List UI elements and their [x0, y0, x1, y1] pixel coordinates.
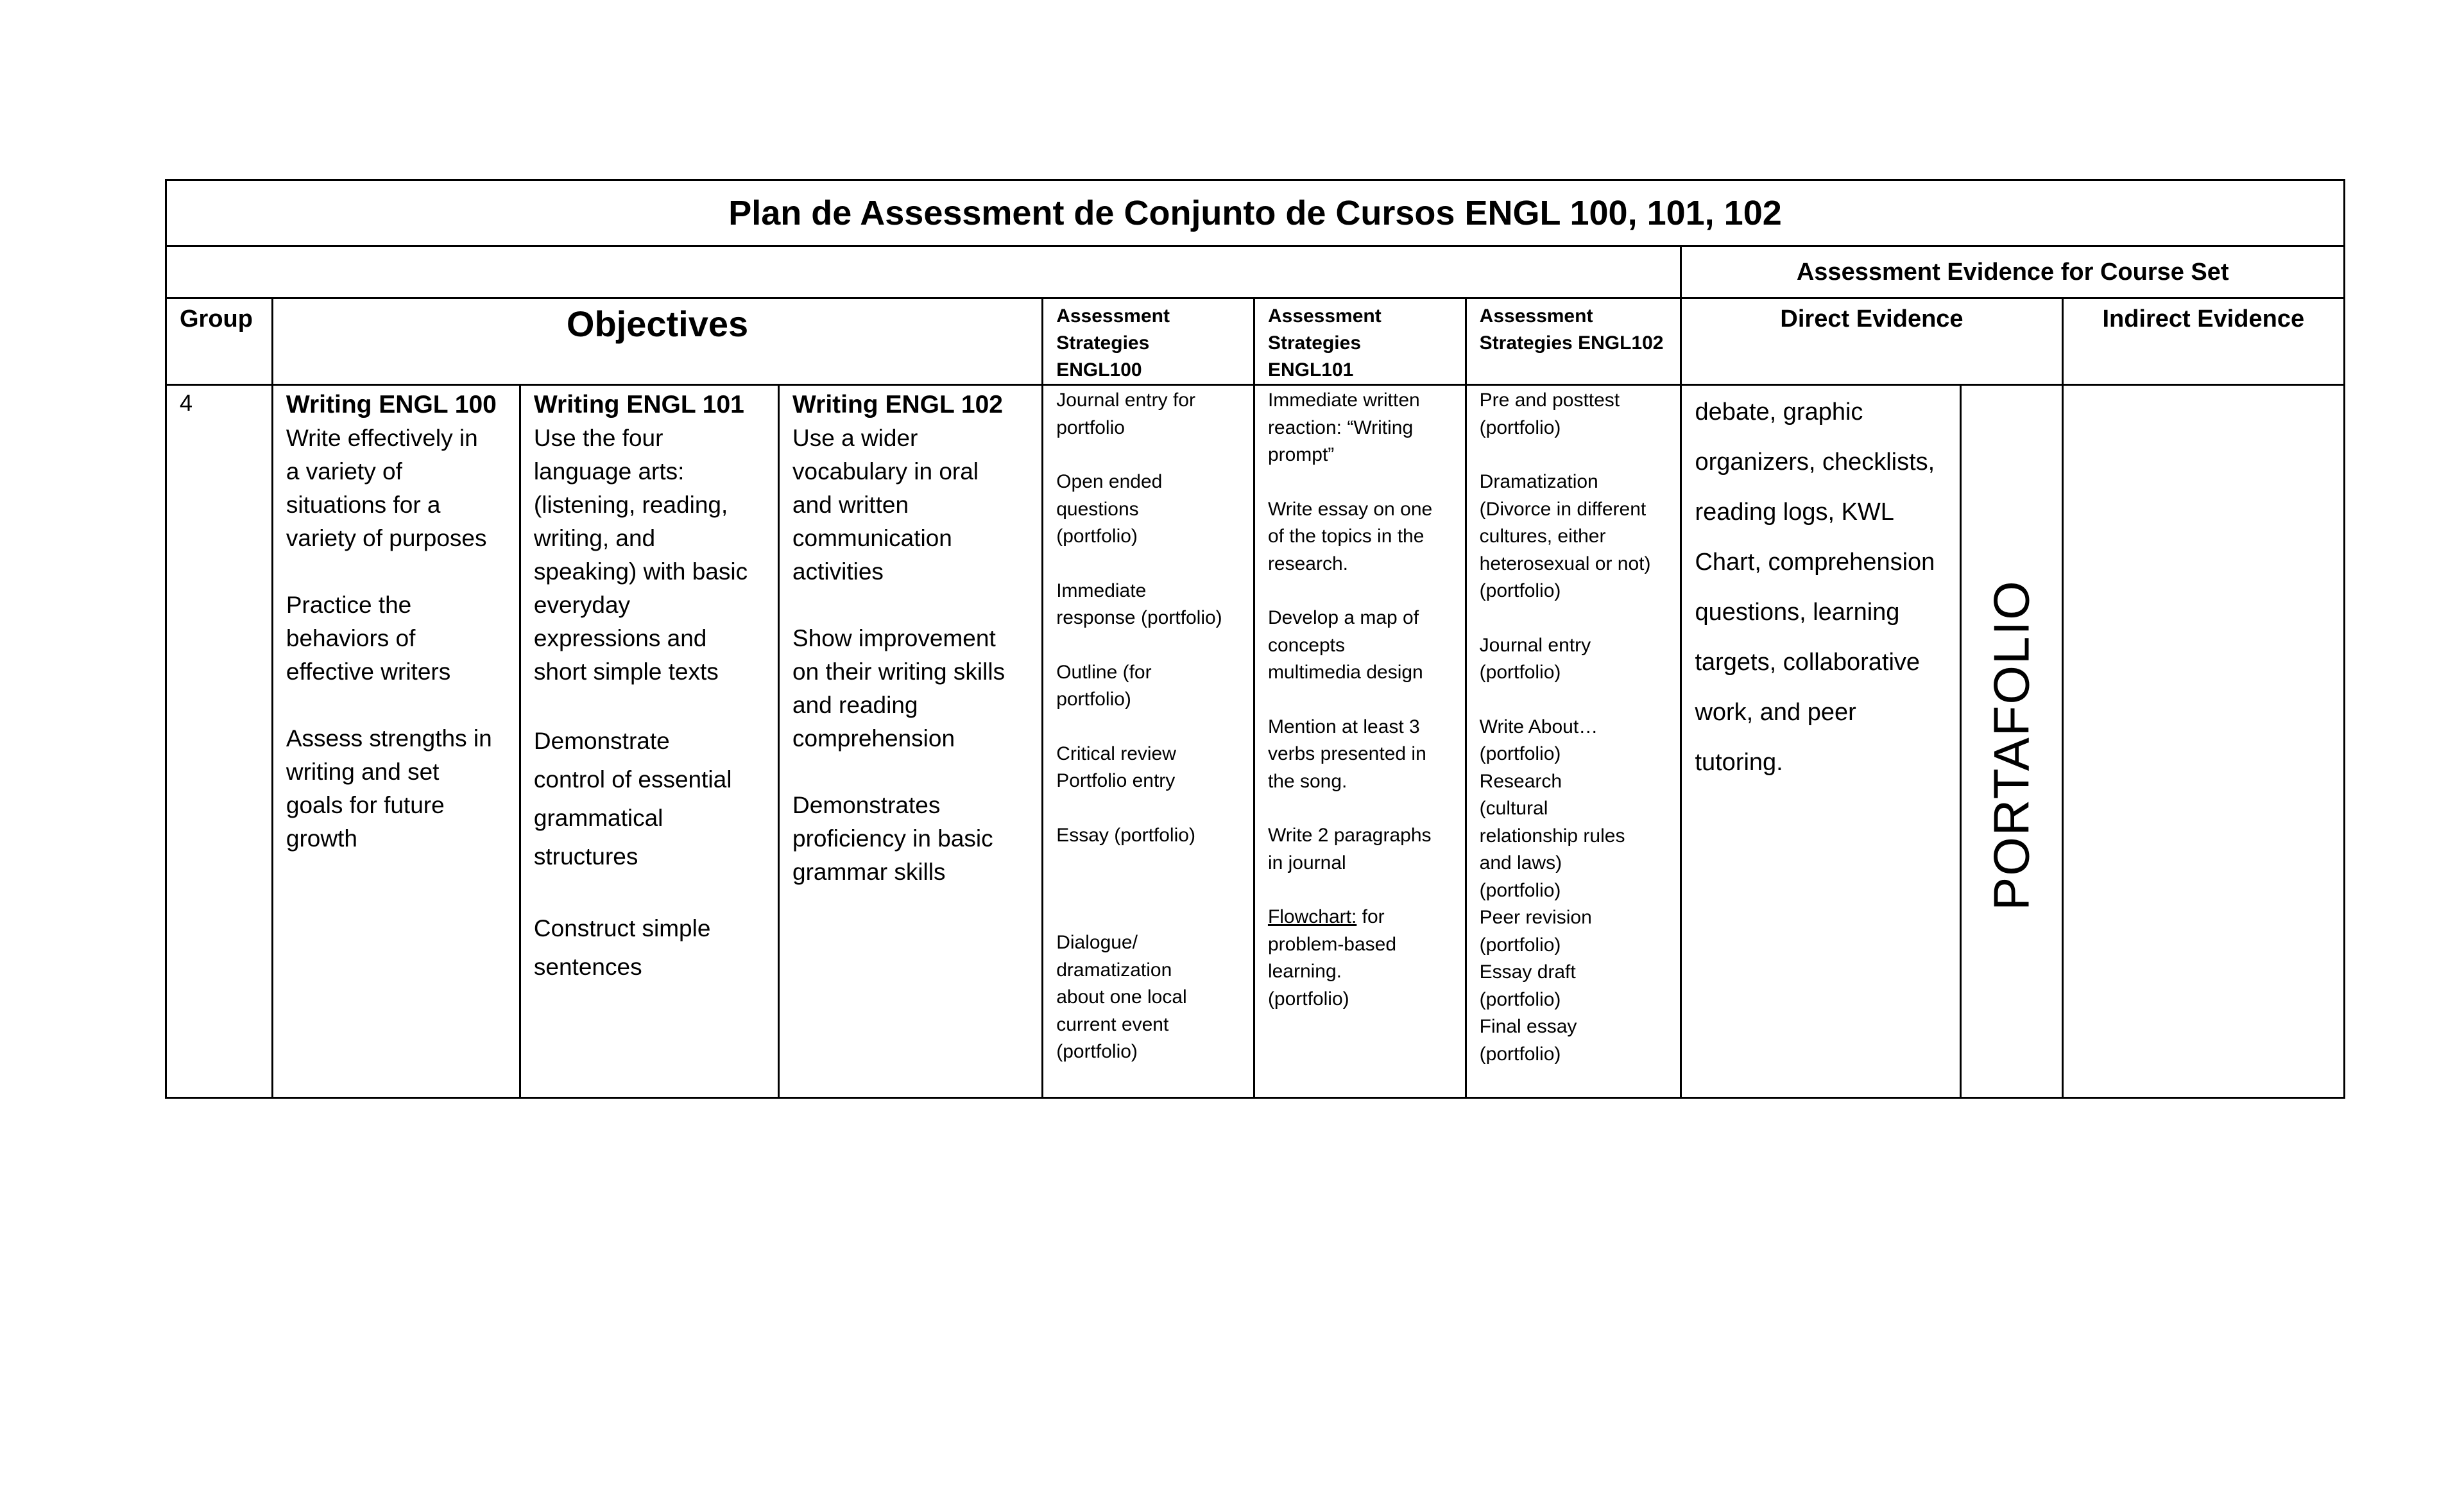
objectives-engl100: Writing ENGL 100 Write effectively in a variety of situations for a variety of purposes Practice the behaviors of effective writers Assess strengths in writing and set goals for future growth — [272, 385, 520, 1098]
evidence-set-header: Assessment Evidence for Course Set — [1681, 246, 2345, 298]
strategies-engl102-header: Assessment Strategies ENGL102 — [1466, 298, 1681, 385]
strategies-engl102: Pre and posttest (portfolio) Dramatization (Divorce in different cultures, either heterosexual or not) (portfolio) Journal entry (portfolio) Write About… (portfolio) Research (cultural relationship rules and laws) (portfolio) Peer revision (portfolio) Essay draft (portfolio) Final essay (portfolio) — [1466, 385, 1681, 1098]
objectives-engl101: Writing ENGL 101 Use the four language arts: (listening, reading, writing, and speaking) with basic everyday expressions and short simple texts Demonstrate control of essential grammatical structures Construct simple sentences — [520, 385, 778, 1098]
empty-header-cell — [166, 246, 1681, 298]
direct-evidence-header: Direct Evidence — [1681, 298, 2062, 385]
portafolio-label: PORTAFOLIO — [1983, 580, 2040, 911]
portafolio-cell — [1960, 385, 2062, 1098]
indirect-evidence-header: Indirect Evidence — [2062, 298, 2344, 385]
indirect-evidence-cell — [2062, 385, 2344, 1098]
group-number: 4 — [166, 385, 273, 1098]
group-header: Group — [166, 298, 273, 385]
objectives-header: Objectives — [272, 298, 1042, 385]
objectives-engl102: Writing ENGL 102 Use a wider vocabulary in oral and written communication activities Show improvement on their writing skills and reading comprehension Demonstrates proficiency in basic grammar skills — [779, 385, 1043, 1098]
strategies-engl100: Journal entry for portfolio Open ended questions (portfolio) Immediate response (portfolio) Outline (for portfolio) Critical review Portfolio entry Essay (portfolio) Dialogue/ dramatization about one local current event (portfolio) — [1043, 385, 1254, 1098]
strategies-engl101: Immediate written reaction: “Writing prompt” Write essay on one of the topics in the research. Develop a map of concepts multimedia design Mention at least 3 verbs presented in the song. Write 2 paragraphs in journal Flowchart: for problem-based learning. (portfolio) — [1254, 385, 1466, 1098]
assessment-plan-table — [165, 179, 2345, 1099]
flowchart-label: Flowchart: — [1267, 906, 1357, 927]
page-title: Plan de Assessment de Conjunto de Cursos ENGL 100, 101, 102 — [166, 180, 2345, 246]
strategies-engl100-header: Assessment Strategies ENGL100 — [1043, 298, 1254, 385]
direct-evidence-list: debate, graphic organizers, checklists, reading logs, KWL Chart, comprehension questions, learning targets, collaborative work, and peer tutoring. — [1681, 385, 1960, 1098]
strategies-engl101-header: Assessment Strategies ENGL101 — [1254, 298, 1466, 385]
